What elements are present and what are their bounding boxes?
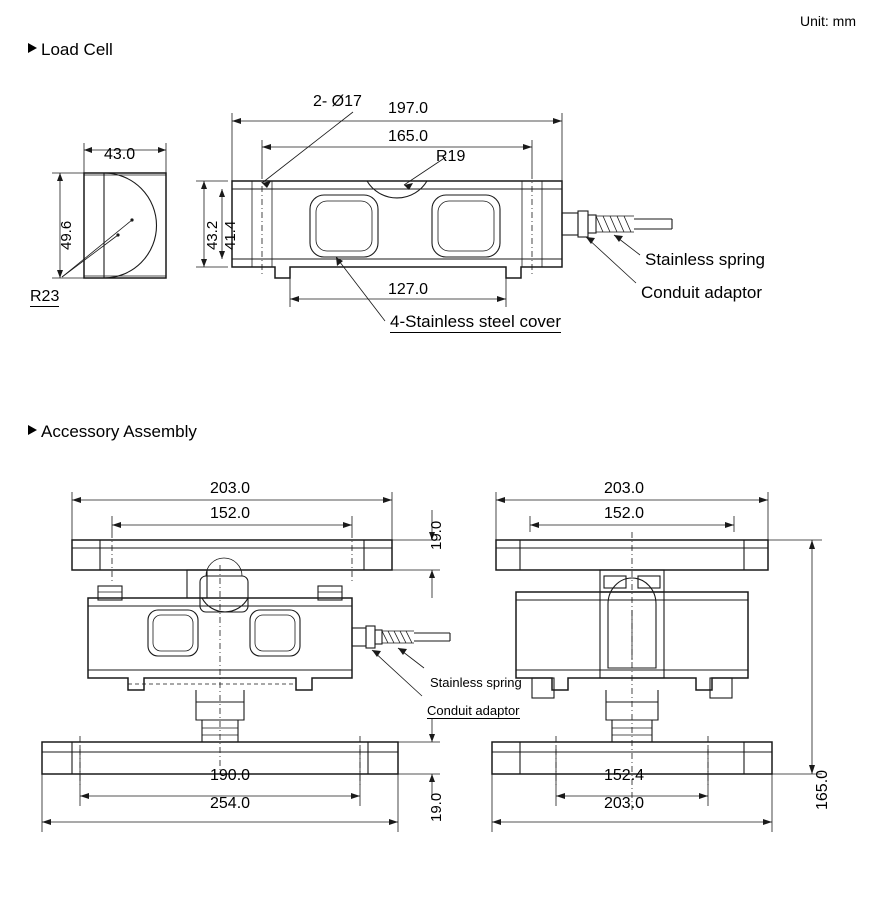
assembly-front-view bbox=[42, 532, 450, 788]
leader-front-stainless-spring bbox=[398, 648, 424, 668]
dim-side-top-bolt-span-label: 152.0 bbox=[604, 505, 645, 522]
leader-2-holes bbox=[262, 112, 353, 188]
dim-body-height-outer-label: 43.2 bbox=[204, 220, 221, 250]
dim-side-height-label: 49.6 bbox=[58, 220, 75, 250]
dim-side-radius-label: R23 bbox=[30, 288, 60, 305]
leader-conduit-adaptor bbox=[586, 237, 636, 283]
dim-body-height-inner-label: 41.4 bbox=[222, 220, 239, 250]
callout-cover-note: 4-Stainless steel cover bbox=[390, 312, 562, 331]
dim-side-width-label: 43.0 bbox=[104, 146, 136, 163]
dim-front-base-thickness-label: 19.0 bbox=[428, 792, 445, 822]
dim-side-base-bolt-span-label: 152.4 bbox=[604, 767, 645, 784]
leader-front-conduit-adaptor bbox=[372, 650, 422, 696]
callout-conduit-adaptor: Conduit adaptor bbox=[641, 283, 762, 302]
callout-front-stainless-spring: Stainless spring bbox=[430, 675, 522, 690]
dim-front-top-bolt-span-label: 152.0 bbox=[210, 505, 251, 522]
dim-inner-length-label: 165.0 bbox=[388, 128, 429, 145]
dim-front-top-thickness-label: 19.0 bbox=[428, 520, 445, 550]
dim-front-base-thickness bbox=[398, 718, 440, 800]
section-title-accessory-assembly: Accessory Assembly bbox=[28, 422, 197, 442]
dim-radius-top-label: R19 bbox=[436, 148, 466, 165]
unit-note: Unit: mm bbox=[800, 13, 856, 29]
callout-front-conduit-adaptor: Conduit adaptor bbox=[427, 703, 520, 718]
dim-side-top-plate-width-label: 203.0 bbox=[604, 480, 645, 497]
dim-front-base-plate-width-label: 254.0 bbox=[210, 795, 251, 812]
dim-cover-span-label: 127.0 bbox=[388, 281, 429, 298]
dim-hole-note: 2- Ø17 bbox=[313, 93, 362, 110]
dim-side-overall-height-label: 165.0 bbox=[814, 769, 831, 810]
dim-front-base-bolt-span-label: 190.0 bbox=[210, 767, 251, 784]
triangle-bullet-icon bbox=[28, 43, 37, 53]
dim-side-overall-height bbox=[768, 540, 822, 774]
dim-overall-length-label: 197.0 bbox=[388, 100, 429, 117]
section-title-load-cell: Load Cell bbox=[28, 40, 113, 60]
leader-stainless-spring bbox=[614, 235, 640, 255]
triangle-bullet-icon-2 bbox=[28, 425, 37, 435]
load-cell-front-view bbox=[232, 173, 672, 278]
dim-front-top-plate-width-label: 203.0 bbox=[210, 480, 251, 497]
dim-side-base-plate-width-label: 203.0 bbox=[604, 795, 645, 812]
callout-stainless-spring: Stainless spring bbox=[645, 250, 766, 269]
